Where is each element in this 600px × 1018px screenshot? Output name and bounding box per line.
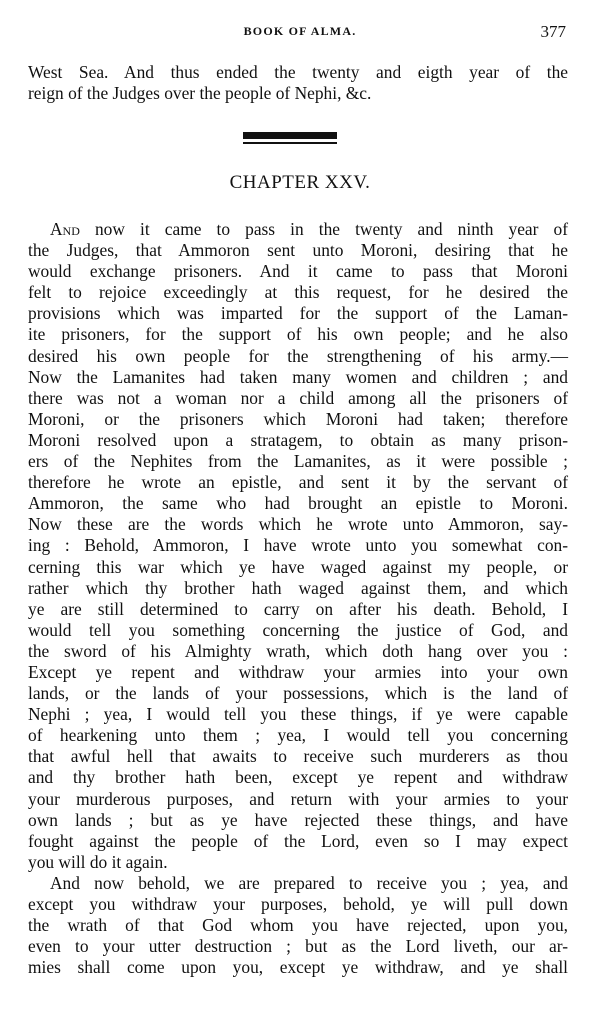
text-line: the Judges, that Ammoron sent unto Moroni, desiring that he <box>28 240 568 261</box>
text-line: lands, or the lands of your possessions, which is the land of <box>28 683 568 704</box>
page-number: 377 <box>540 22 566 41</box>
running-title: BOOK OF ALMA. <box>243 24 357 38</box>
text-line: Now these are the words which he wrote unto Ammoron, say- <box>28 514 568 535</box>
text-line-first <box>28 219 568 240</box>
text-line: And now behold, we are prepared to receive you ; yea, and <box>50 872 568 893</box>
text-line: desired his own people for the strengthening of his army.— <box>28 345 568 366</box>
text-line: would exchange prisoners. And it came to pass that Moroni <box>28 261 568 282</box>
text-line: own lands ; but as ye have rejected these things, and have <box>28 809 568 830</box>
text-line: even to your utter destruction ; but as the Lord liveth, our ar- <box>28 936 568 957</box>
text-line: the sword of his Almighty wrath, which doth hang over you : <box>28 640 568 661</box>
text-line: Except ye repent and withdraw your armies into your own <box>28 661 568 682</box>
text-line: there was not a woman nor a child among all the prisoners of <box>28 387 568 408</box>
drop-word: And <box>50 219 80 239</box>
first-line-rest: now it came to pass in the twenty and ninth year of <box>79 219 568 239</box>
text-line: therefore he wrote an epistle, and sent it by the servant of <box>28 472 568 493</box>
divider-thin-bar <box>243 142 337 144</box>
text-line: ye are still determined to carry on after his death. Behold, I <box>28 598 568 619</box>
text-line: Nephi ; yea, I would tell you these things, if ye were capable <box>28 704 568 725</box>
text-line: ing : Behold, Ammoron, I have wrote unto you somewhat con- <box>28 535 568 556</box>
text-line: except you withdraw your purposes, behold, ye will pull down <box>28 894 568 914</box>
text-line: your murderous purposes, and return with your armies to your <box>28 788 568 809</box>
chapter-heading: CHAPTER XXV. <box>229 172 371 193</box>
text-line: cerning this war which ye have waged against my people, or <box>28 556 568 577</box>
opening-paragraph <box>28 62 568 104</box>
section-divider <box>243 132 337 144</box>
text-line: you will do it again. <box>28 851 168 872</box>
text-line: Moroni resolved upon a stratagem, to obtain as many prison- <box>28 429 568 450</box>
text-line: Ammoron, the same who had brought an epistle to Moroni. <box>28 493 568 514</box>
text-line: the wrath of that God whom you have rejected, upon you, <box>28 915 568 936</box>
text-line: would tell you something concerning the justice of God, and <box>28 619 568 640</box>
running-head <box>0 22 600 46</box>
chapter-body <box>28 219 568 978</box>
text-line: rather which thy brother hath waged against them, and which <box>28 577 568 598</box>
text-line: that awful hell that awaits to receive such murderers as thou <box>28 746 568 767</box>
text-line: and thy brother hath been, except ye repent and withdraw <box>28 767 568 788</box>
text-line: fought against the people of the Lord, even so I may expect <box>28 830 568 851</box>
text-line: felt to rejoice exceedingly at this request, for he desired the <box>28 282 568 303</box>
text-line: reign of the Judges over the people of Nephi, &c. <box>28 83 372 104</box>
text-line: ers of the Nephites from the Lamanites, as it were possible ; <box>28 451 568 472</box>
text-line: provisions which was imparted for the support of the Laman- <box>28 303 568 324</box>
divider-thick-bar <box>243 132 337 139</box>
text-line: West Sea. And thus ended the twenty and eigth year of the <box>28 62 568 82</box>
text-line: ite prisoners, for the support of his own people; and he also <box>28 324 568 345</box>
text-line: of hearkening unto them ; yea, I would tell you concerning <box>28 725 568 746</box>
text-line: Moroni, or the prisoners which Moroni had taken; therefore <box>28 408 568 429</box>
text-line: mies shall come upon you, except ye withdraw, and ye shall <box>28 957 568 978</box>
text-line: Now the Lamanites had taken many women and children ; and <box>28 366 568 387</box>
